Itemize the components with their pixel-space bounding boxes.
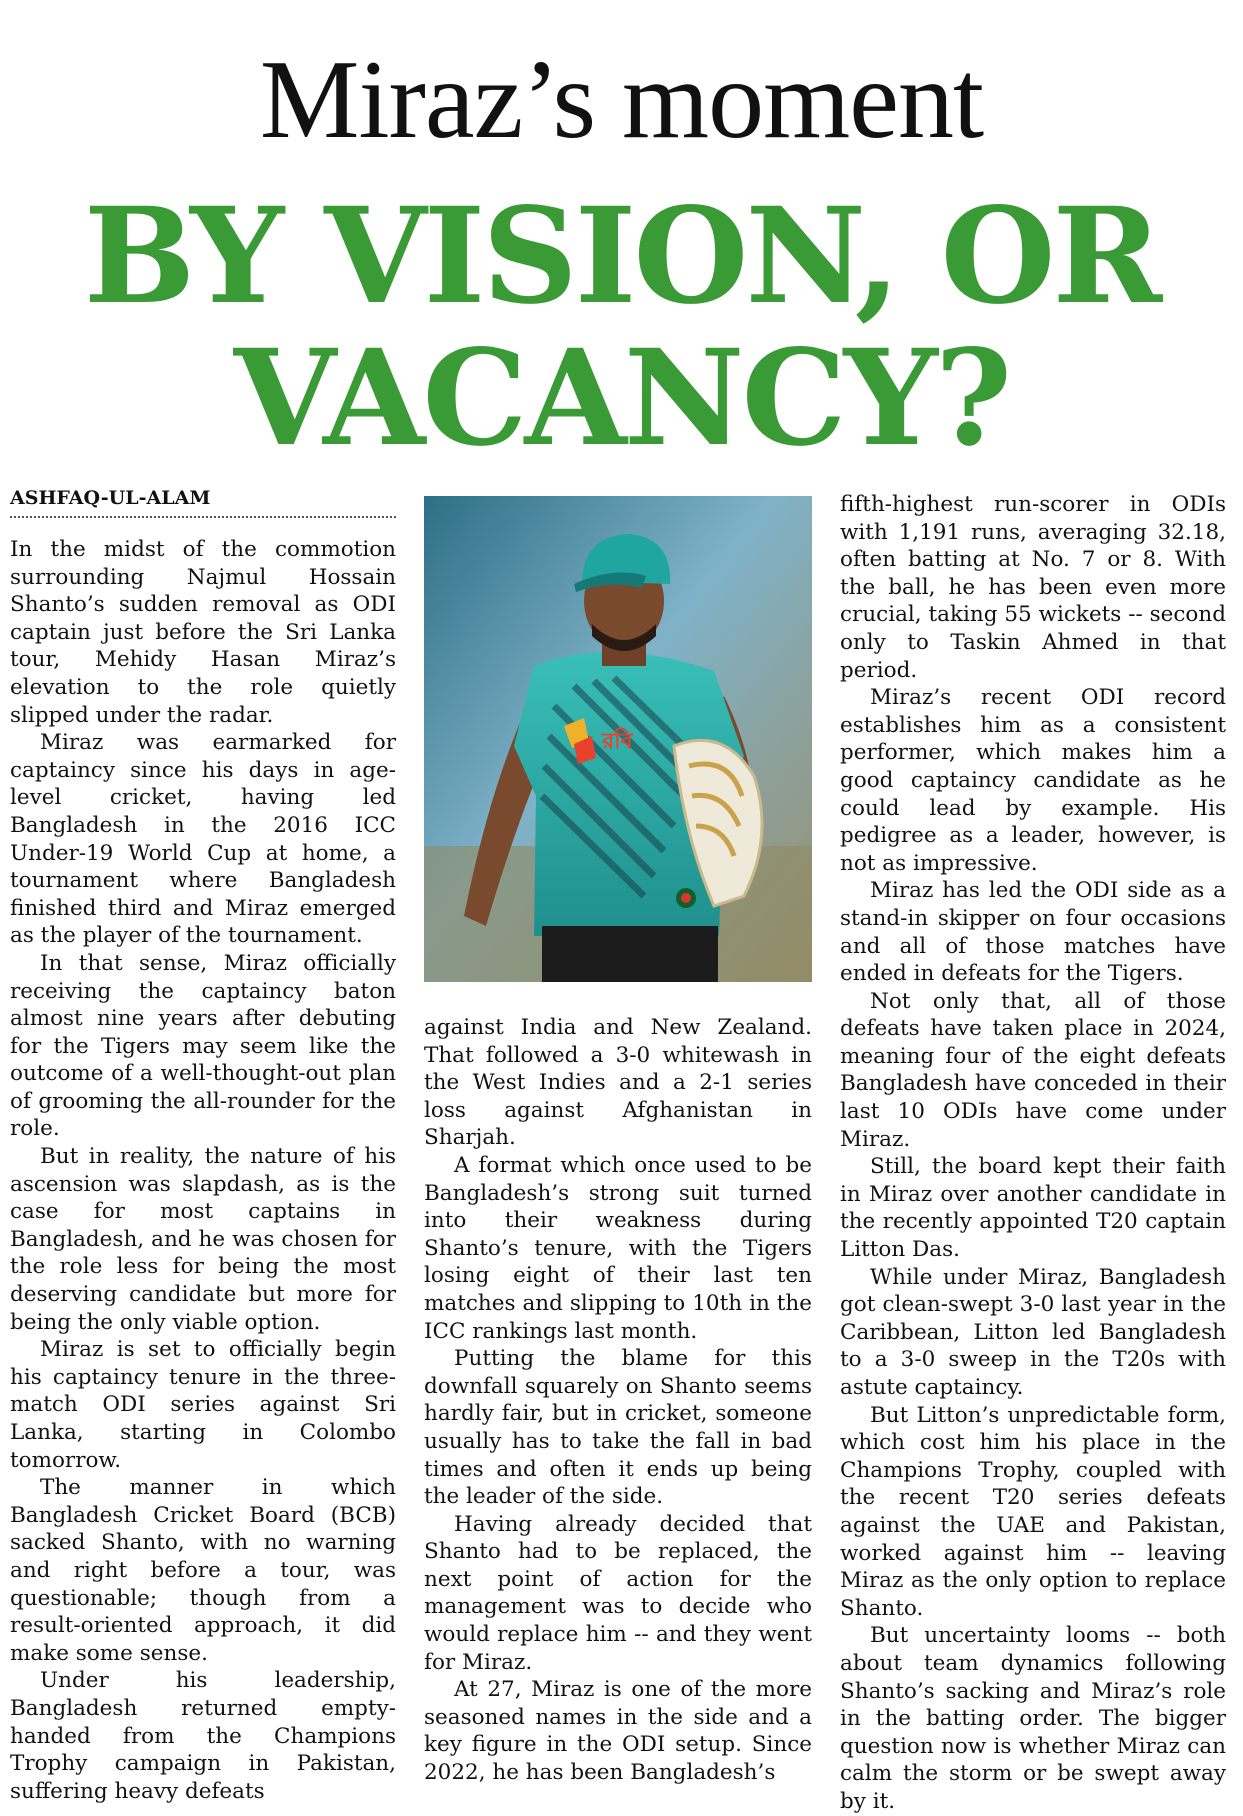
article-column-1 [10,536,396,1805]
paragraph: In the midst of the commotion surrounding Najmul Hossain Shanto’s sudden removal as ODI captain just before the Sri Lanka tour, Mehidy Hasan Miraz’s elevation to the role quietly slipped under the radar. [10,537,396,728]
paragraph: Not only that, all of those defeats have taken place in 2024, meaning four of the eight defeats Bangladesh have conceded in their last 10 ODIs have come under Miraz. [840,988,1226,1152]
paragraph: Miraz is set to officially begin his captaincy tenure in the three-match ODI series against Sri Lanka, starting in Colombo tomorrow. [10,1337,396,1473]
paragraph: Miraz’s recent ODI record establishes him as a consistent performer, which makes him a good captaincy candidate as he could lead by example. His pedigree as a leader, however, is not as impressive. [840,685,1226,876]
shorts [542,926,718,982]
kicker-headline: Miraz’s moment [259,38,984,162]
paragraph: At 27, Miraz is one of the more seasoned names in the side and a key figure in the ODI setup. Since 2022, he has been Bangladesh’s [424,1677,812,1786]
byline: ASHFAQ-UL-ALAM [10,486,396,518]
headline-line-2: VACANCY? [233,321,1010,476]
paragraph: In that sense, Miraz officially receiving the captaincy baton almost nine years after debuting for the Tigers may seem like the outcome of a well-thought-out plan of grooming the all-rounder for the role. [10,950,396,1142]
paragraph: against India and New Zealand. That followed a 3-0 whitewash in the West Indies and a 2-1 series loss against Afghanistan in Sharjah. [424,1015,812,1151]
headline-line-1: BY VISION, OR [83,179,1160,334]
paragraph: Miraz has led the ODI side as a stand-in skipper on four occasions and all of those matches have ended in defeats for the Tigers. [840,878,1226,987]
paragraph: Miraz was earmarked for captaincy since his days in age-level cricket, having led Bangladesh in the 2016 ICC Under-19 World Cup at home, a tournament where Bangladesh finished third and Miraz emerged as the player of the tournament. [10,730,396,949]
paragraph: A format which once used to be Bangladesh’s strong suit turned into their weakness during Shanto’s tenure, with the Tigers losing eight of their last ten matches and slipping to 10th in the ICC rankings last month. [424,1152,812,1344]
paragraph: The manner in which Bangladesh Cricket Board (BCB) sacked Shanto, with no warning and right before a tour, was questionable; though from a result-oriented approach, it did make some sense. [10,1475,396,1666]
player-illustration [424,496,812,982]
paragraph: But uncertainty looms -- both about team dynamics following Shanto’s sacking and Miraz’s role in the batting order. The bigger question now is whether Miraz can calm the storm or be swept away by it. [840,1623,1226,1814]
paragraph: But in reality, the nature of his ascension was slapdash, as is the case for most captains in Bangladesh, and he was chosen for the role less for being the most deserving candidate but more for being the only viable option. [10,1144,396,1335]
paragraph: fifth-highest run-scorer in ODIs with 1,191 runs, averaging 32.18, often batting at No. 7 or 8. With the ball, he has been even more crucial, taking 55 wickets -- second only to Taskin Ahmed in that period. [840,492,1226,683]
paragraph: While under Miraz, Bangladesh got clean-swept 3-0 last year in the Caribbean, Litton led Bangladesh to a 3-0 sweep in the T20s with astute captaincy. [840,1264,1226,1400]
paragraph: Under his leadership, Bangladesh returned empty-handed from the Champions Trophy campaign in Pakistan, suffering heavy defeats [10,1668,396,1804]
jersey-logo-text: রবি [602,729,633,754]
article-column-2 [424,1014,812,1787]
paragraph: Still, the board kept their faith in Miraz over another candidate in the recently appointed T20 captain Litton Das. [840,1154,1226,1263]
paragraph: Having already decided that Shanto had to be replaced, the next point of action for the management was to decide who would replace him -- and they went for Miraz. [424,1511,812,1675]
paragraph: But Litton’s unpredictable form, which cost him his place in the Champions Trophy, coupled with the recent T20 series defeats against the UAE and Pakistan, worked against him -- leaving Miraz as the only option to replace Shanto. [840,1402,1226,1621]
player-photo [424,496,812,982]
main-headline [0,179,1243,476]
paragraph: Putting the blame for this downfall squarely on Shanto seems hardly fair, but in cricket, someone usually has to take the fall in bad times and often it ends up being the leader of the side. [424,1346,812,1510]
article-column-3 [840,491,1226,1816]
